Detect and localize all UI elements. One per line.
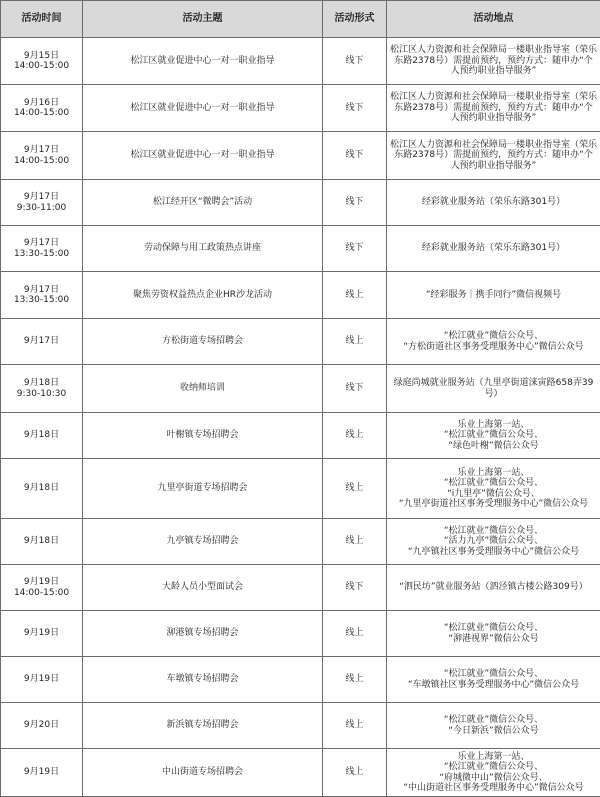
location-line: “中山街道社区事务受理服务中心”微信公众号 xyxy=(390,783,597,794)
location-line: “府城微中山”微信公众号、 xyxy=(390,773,597,784)
cell-location xyxy=(387,38,600,85)
location-line: “活力九亭”微信公众号、 xyxy=(390,536,597,547)
location-line: “泖港视界”微信公众号 xyxy=(390,634,597,645)
cell-time xyxy=(1,749,83,797)
cell-mode: 线下 xyxy=(323,180,387,226)
cell-topic: 车墩镇专场招聘会 xyxy=(83,657,323,703)
location-line: 经彩就业服务站（荣乐东路301号） xyxy=(390,243,597,254)
cell-time xyxy=(1,319,83,365)
cell-mode: 线上 xyxy=(323,519,387,565)
cell-mode: 线上 xyxy=(323,749,387,797)
activity-date: 9月17日 xyxy=(4,336,79,347)
cell-topic: 劳动保障与用工政策热点讲座 xyxy=(83,226,323,272)
activity-date: 9月18日 xyxy=(4,483,79,494)
activity-date: 9月18日 xyxy=(4,378,79,389)
cell-location xyxy=(387,611,600,657)
activity-date: 9月18日 xyxy=(4,536,79,547)
cell-mode: 线上 xyxy=(323,272,387,319)
location-line: 松江区人力资源和社会保障局一楼职业指导室（荣乐东路2378号）需提前预约，预约方式：随申办“个人预约职业指导服务” xyxy=(390,140,597,172)
cell-mode: 线上 xyxy=(323,703,387,749)
header-mode: 活动形式 xyxy=(323,1,387,38)
cell-topic: 大龄人员小型面试会 xyxy=(83,565,323,611)
cell-topic: 中山街道专场招聘会 xyxy=(83,749,323,797)
activity-date: 9月19日 xyxy=(4,674,79,685)
location-line: “泗民坊”就业服务站（泗泾镇古楼公路309号） xyxy=(390,582,597,593)
cell-time xyxy=(1,365,83,413)
cell-mode: 线下 xyxy=(323,226,387,272)
table-row xyxy=(1,365,600,413)
cell-topic: 方松街道专场招聘会 xyxy=(83,319,323,365)
cell-mode: 线上 xyxy=(323,657,387,703)
table-row xyxy=(1,132,600,180)
location-line: “松江就业”微信公众号、 xyxy=(390,430,597,441)
cell-time xyxy=(1,703,83,749)
cell-mode: 线上 xyxy=(323,319,387,365)
cell-location xyxy=(387,180,600,226)
activity-hours: 14:00-15:00 xyxy=(4,61,79,72)
cell-time xyxy=(1,413,83,459)
cell-topic: 九里亭街道专场招聘会 xyxy=(83,459,323,519)
cell-time xyxy=(1,519,83,565)
location-line: 乐业上海第一站、 xyxy=(390,752,597,763)
cell-topic: 收纳师培训 xyxy=(83,365,323,413)
cell-mode: 线下 xyxy=(323,365,387,413)
cell-time xyxy=(1,565,83,611)
cell-location xyxy=(387,413,600,459)
cell-mode: 线上 xyxy=(323,459,387,519)
cell-location xyxy=(387,365,600,413)
location-line: “九亭镇社区事务受理服务中心”微信公众号 xyxy=(390,547,597,558)
location-line: “经彩服务｜携手同行”微信视频号 xyxy=(390,290,597,301)
activity-date: 9月19日 xyxy=(4,577,79,588)
table-row xyxy=(1,459,600,519)
table-row xyxy=(1,272,600,319)
cell-topic: 九亭镇专场招聘会 xyxy=(83,519,323,565)
cell-mode: 线下 xyxy=(323,85,387,132)
cell-location xyxy=(387,459,600,519)
location-line: “松江就业”微信公众号、 xyxy=(390,526,597,537)
cell-time xyxy=(1,85,83,132)
activity-hours: 13:30-15:00 xyxy=(4,295,79,306)
cell-time xyxy=(1,180,83,226)
cell-topic: 叶榭镇专场招聘会 xyxy=(83,413,323,459)
table-row xyxy=(1,413,600,459)
header-row xyxy=(1,1,600,38)
location-line: “方松街道社区事务受理服务中心”微信公众号 xyxy=(390,342,597,353)
location-line: 松江区人力资源和社会保障局一楼职业指导室（荣乐东路2378号）需提前预约，预约方式：随申办“个人预约职业指导服务” xyxy=(390,45,597,77)
location-line: 乐业上海第一站、 xyxy=(390,468,597,479)
location-line: “i九里亭”微信公众号、 xyxy=(390,489,597,500)
cell-topic: 聚焦劳资权益热点企业HR沙龙活动 xyxy=(83,272,323,319)
location-line: “松江就业”微信公众号、 xyxy=(390,715,597,726)
cell-mode: 线上 xyxy=(323,611,387,657)
location-line: 经彩就业服务站（荣乐东路301号） xyxy=(390,197,597,208)
location-line: “绿色叶榭”微信公众号 xyxy=(390,441,597,452)
location-line: “松江就业”微信公众号、 xyxy=(390,623,597,634)
cell-time xyxy=(1,38,83,85)
activity-hours: 13:30-15:00 xyxy=(4,249,79,260)
location-line: “松江就业”微信公众号、 xyxy=(390,478,597,489)
table-row xyxy=(1,703,600,749)
cell-time xyxy=(1,657,83,703)
activity-date: 9月20日 xyxy=(4,720,79,731)
cell-location xyxy=(387,749,600,797)
cell-mode: 线下 xyxy=(323,132,387,180)
location-line: “松江就业”微信公众号、 xyxy=(390,331,597,342)
activity-date: 9月17日 xyxy=(4,192,79,203)
cell-location xyxy=(387,703,600,749)
cell-topic: 松江经开区“微聘会”活动 xyxy=(83,180,323,226)
location-line: “松江就业”微信公众号、 xyxy=(390,669,597,680)
table-row xyxy=(1,38,600,85)
cell-location xyxy=(387,565,600,611)
cell-location xyxy=(387,272,600,319)
table-row xyxy=(1,180,600,226)
cell-mode: 线下 xyxy=(323,38,387,85)
activity-hours: 14:00-15:00 xyxy=(4,156,79,167)
activity-date: 9月19日 xyxy=(4,628,79,639)
activity-date: 9月17日 xyxy=(4,145,79,156)
activity-date: 9月17日 xyxy=(4,285,79,296)
cell-location xyxy=(387,657,600,703)
cell-time xyxy=(1,459,83,519)
location-line: 乐业上海第一站、 xyxy=(390,420,597,431)
header-location: 活动地点 xyxy=(387,1,600,38)
cell-topic: 泖港镇专场招聘会 xyxy=(83,611,323,657)
cell-location xyxy=(387,132,600,180)
location-line: “车墩镇社区事务受理服务中心”微信公众号 xyxy=(390,680,597,691)
table-row xyxy=(1,226,600,272)
activity-date: 9月18日 xyxy=(4,430,79,441)
location-line: 绿庭尚城就业服务站（九里亭街道涞寅路658弄39号） xyxy=(390,378,597,399)
cell-time xyxy=(1,611,83,657)
activity-date: 9月16日 xyxy=(4,98,79,109)
cell-mode: 线上 xyxy=(323,413,387,459)
activity-date: 9月17日 xyxy=(4,238,79,249)
table-row xyxy=(1,565,600,611)
activity-date: 9月15日 xyxy=(4,51,79,62)
cell-location xyxy=(387,519,600,565)
location-line: “九里亭街道社区事务受理服务中心”微信公众号 xyxy=(390,499,597,510)
header-topic: 活动主题 xyxy=(83,1,323,38)
table-row xyxy=(1,85,600,132)
location-line: “今日新浜”微信公众号 xyxy=(390,726,597,737)
cell-time xyxy=(1,226,83,272)
cell-topic: 松江区就业促进中心一对一职业指导 xyxy=(83,38,323,85)
table-row xyxy=(1,319,600,365)
cell-topic: 新浜镇专场招聘会 xyxy=(83,703,323,749)
table-row xyxy=(1,611,600,657)
table-row xyxy=(1,749,600,797)
activity-hours: 14:00-15:00 xyxy=(4,108,79,119)
location-line: 松江区人力资源和社会保障局一楼职业指导室（荣乐东路2378号）需提前预约，预约方式：随申办“个人预约职业指导服务” xyxy=(390,92,597,124)
cell-location xyxy=(387,319,600,365)
location-line: “松江就业”微信公众号、 xyxy=(390,762,597,773)
cell-location xyxy=(387,85,600,132)
cell-location xyxy=(387,226,600,272)
activity-hours: 9:30-10:30 xyxy=(4,389,79,400)
activity-hours: 14:00-15:00 xyxy=(4,588,79,599)
table-row xyxy=(1,657,600,703)
cell-time xyxy=(1,132,83,180)
table-row xyxy=(1,519,600,565)
cell-topic: 松江区就业促进中心一对一职业指导 xyxy=(83,85,323,132)
header-time: 活动时间 xyxy=(1,1,83,38)
activity-hours: 9:30-11:00 xyxy=(4,203,79,214)
table-body xyxy=(1,38,600,797)
cell-mode: 线下 xyxy=(323,565,387,611)
cell-time xyxy=(1,272,83,319)
activity-date: 9月19日 xyxy=(4,767,79,778)
cell-topic: 松江区就业促进中心一对一职业指导 xyxy=(83,132,323,180)
